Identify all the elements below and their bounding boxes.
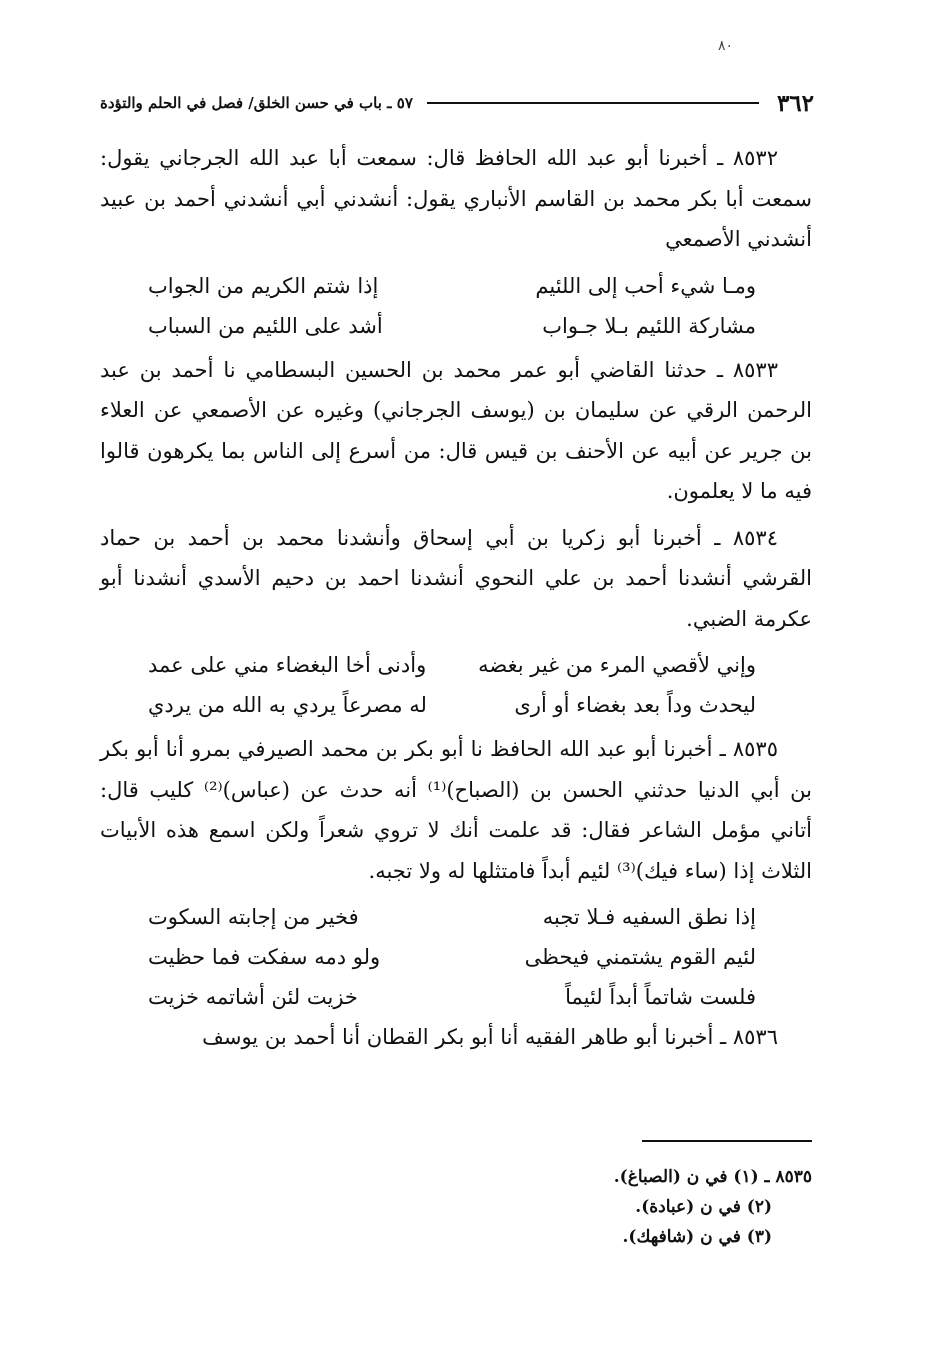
verse <box>100 897 812 937</box>
verse-first-hemistich: فلست شاتماً أبداً لئيماً <box>565 985 756 1009</box>
verse <box>100 685 812 725</box>
page-body <box>100 138 812 1058</box>
verse <box>100 306 812 346</box>
verse-first-hemistich: لئيم القوم يشتمني فيحظى <box>524 945 756 969</box>
verse-second-hemistich: ولو دمه سفكت فما حظيت <box>148 945 381 969</box>
verse <box>100 937 812 977</box>
poem-1 <box>100 266 812 346</box>
paragraph-8534: ٨٥٣٤ ـ أخبرنا أبو زكريا بن أبي إسحاق وأنشدنا محمد بن أحمد بن حماد القرشي أنشدنا أحمد بن علي النحوي أنشدنا احمد بن دحيم الأسدي أنشدنا أبو عكرمة الضبي. <box>100 525 812 631</box>
footnote-1: ٨٥٣٥ ـ (١) في ن (الصباغ). <box>613 1167 812 1187</box>
running-title: ٥٧ ـ باب في حسن الخلق/ فصل في الحلم والتؤدة <box>100 94 413 112</box>
paragraph-8535: ٨٥٣٥ ـ أخبرنا أبو عبد الله الحافظ نا أبو بكر بن محمد الصيرفي بمرو أنا أبو بكر بن أبي الدنيا حدثني الحسن بن (الصباح)⁽¹⁾ أنه حدث عن (عباس)⁽²⁾ كليب قال: أتاني مؤمل الشاعر فقال: قد علمت أنك لا تروي شعراً ولكن اسمع هذه الأبيات الثلاث إذا (ساء فيك)⁽³⁾ لئيم أبداً فامتثلها له ولا تجبه. <box>100 737 813 883</box>
verse-second-hemistich: خزيت لئن أشاتمه خزيت <box>148 985 358 1009</box>
verse <box>100 645 812 685</box>
verse-second-hemistich: إذا شتم الكريم من الجواب <box>148 273 379 298</box>
verse-second-hemistich: له مصرعاً يردي به الله من يردي <box>148 693 427 717</box>
footnotes <box>100 1140 812 1252</box>
page-header <box>100 86 814 120</box>
paragraph-8536: ٨٥٣٦ ـ أخبرنا أبو طاهر الفقيه أنا أبو بكر القطان أنا أحمد بن يوسف <box>202 1025 778 1049</box>
poem-3 <box>100 897 812 1017</box>
page-number: ٣٦٢ <box>776 89 814 117</box>
footnote-2: (٢) في ن (عبادة). <box>635 1197 772 1217</box>
verse-first-hemistich: إذا نطق السفيه فـلا تجبه <box>542 905 756 929</box>
verse-first-hemistich: مشاركة اللئيم بـلا جـواب <box>542 313 756 338</box>
corner-mark: ٨٠ <box>718 38 734 54</box>
verse <box>100 977 812 1017</box>
verse-first-hemistich: وإني لأقصي المرء من غير بغضه <box>478 653 756 677</box>
poem-2 <box>100 645 812 725</box>
verse-second-hemistich: فخير من إجابته السكوت <box>148 905 359 929</box>
footnote-rule <box>642 1140 812 1142</box>
footnote-3: (٣) في ن (شافهك). <box>622 1227 772 1247</box>
verse-first-hemistich: ومـا شيء أحب إلى اللئيم <box>535 273 756 298</box>
verse <box>100 266 812 306</box>
paragraph-8533: ٨٥٣٣ ـ حدثنا القاضي أبو عمر محمد بن الحسين البسطامي نا أحمد بن عبد الرحمن الرقي عن سليمان بن (يوسف الجرجاني) وغيره عن الأصمعي عن العلاء بن جرير عن أبيه عن الأحنف بن قيس قال: من أسرع إلى الناس بما يكرهون قالوا فيه ما لا يعلمون. <box>100 357 812 503</box>
verse-second-hemistich: أشد على اللئيم من السباب <box>148 313 383 338</box>
header-rule <box>427 102 759 104</box>
paragraph-8532: ٨٥٣٢ ـ أخبرنا أبو عبد الله الحافظ قال: سمعت أبا عبد الله الجرجاني يقول: سمعت أبا بكر محمد بن القاسم الأنباري يقول: أنشدني أبي أنشدني أحمد بن عبيد أنشدني الأصمعي <box>100 146 812 251</box>
verse-second-hemistich: وأدنى أخا البغضاء مني على عمد <box>148 653 427 677</box>
verse-first-hemistich: ليحدث وداً بعد بغضاء أو أرى <box>514 693 756 717</box>
